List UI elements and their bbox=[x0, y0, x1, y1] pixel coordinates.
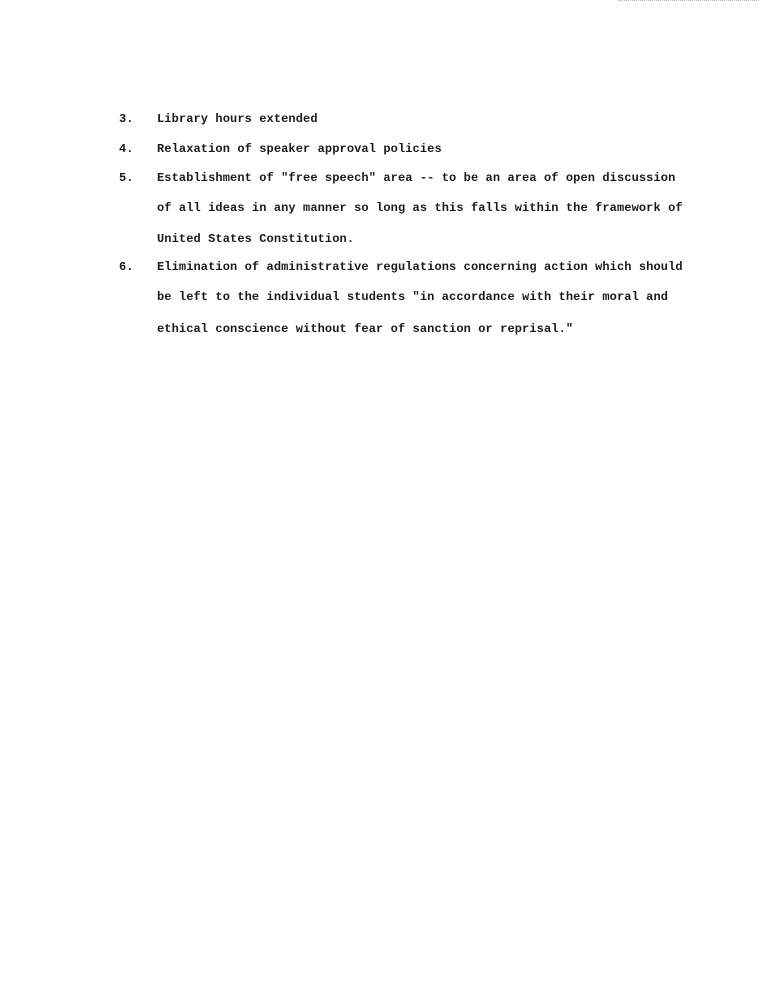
item-text-line: Elimination of administrative regulations concerning action which should bbox=[157, 260, 683, 274]
item-text-line: be left to the individual students "in accordance with their moral and bbox=[157, 290, 669, 304]
item-text-line: ethical conscience without fear of sanction or reprisal." bbox=[157, 322, 574, 336]
item-text-line: Establishment of "free speech" area -- to be an area of open discussion bbox=[157, 171, 676, 185]
item-text-line: of all ideas in any manner so long as this falls within the framework of bbox=[157, 201, 683, 215]
item-text-line: Relaxation of speaker approval policies bbox=[157, 142, 442, 156]
scan-artifact-dots bbox=[619, 0, 759, 3]
item-number: 3. bbox=[119, 112, 134, 126]
item-number: 6. bbox=[119, 260, 134, 274]
item-number: 4. bbox=[119, 142, 134, 156]
item-number: 5. bbox=[119, 171, 134, 185]
item-text-line: United States Constitution. bbox=[157, 232, 355, 246]
item-text-line: Library hours extended bbox=[157, 112, 318, 126]
